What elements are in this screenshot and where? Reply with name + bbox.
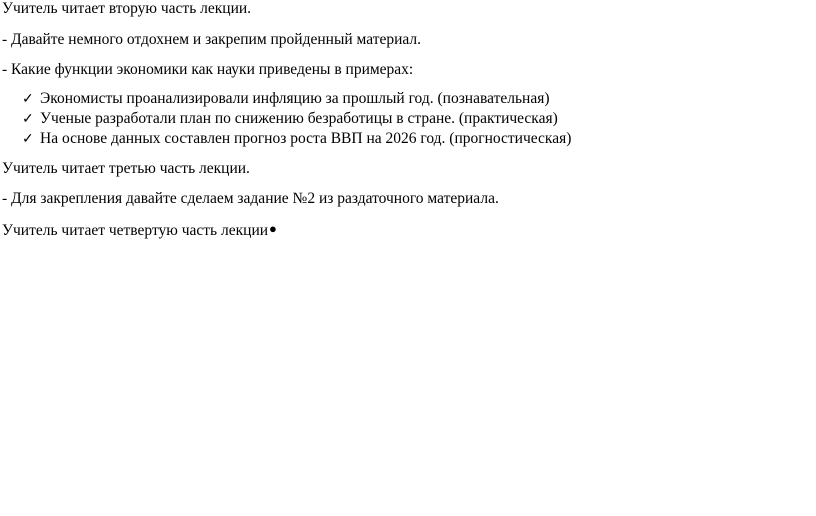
checklist-item — [22, 130, 571, 149]
checkmark-icon: ✓ — [22, 132, 34, 147]
paragraph-lecture-part-4 — [2, 220, 277, 240]
paragraph-lecture-part-3: Учитель читает третью часть лекции. — [2, 160, 250, 177]
paragraph-handout-task: - Для закрепления давайте сделаем задание №2 из раздаточного материала. — [2, 190, 499, 207]
checklist-item — [22, 110, 558, 129]
checklist-item — [22, 90, 550, 109]
checklist-item-text: На основе данных составлен прогноз роста ВВП на 2026 год. (прогностическая) — [40, 130, 572, 147]
paragraph-rest-and-review: - Давайте немного отдохнем и закрепим пройденный материал. — [2, 31, 422, 48]
checkmark-icon: ✓ — [22, 92, 34, 107]
bullet-dot-icon: ● — [269, 221, 277, 236]
paragraph-lecture-part-2: Учитель читает вторую часть лекции. — [2, 0, 252, 17]
checkmark-icon: ✓ — [22, 112, 34, 127]
checklist-item-text: Экономисты проанализировали инфляцию за прошлый год. (познавательная) — [40, 90, 550, 107]
paragraph-question-functions: - Какие функции экономики как науки приведены в примерах: — [2, 61, 414, 78]
paragraph-lecture-part-4-text: Учитель читает четвертую часть лекции — [2, 222, 269, 239]
checklist-item-text: Ученые разработали план по снижению безработицы в стране. (практическая) — [40, 110, 558, 127]
